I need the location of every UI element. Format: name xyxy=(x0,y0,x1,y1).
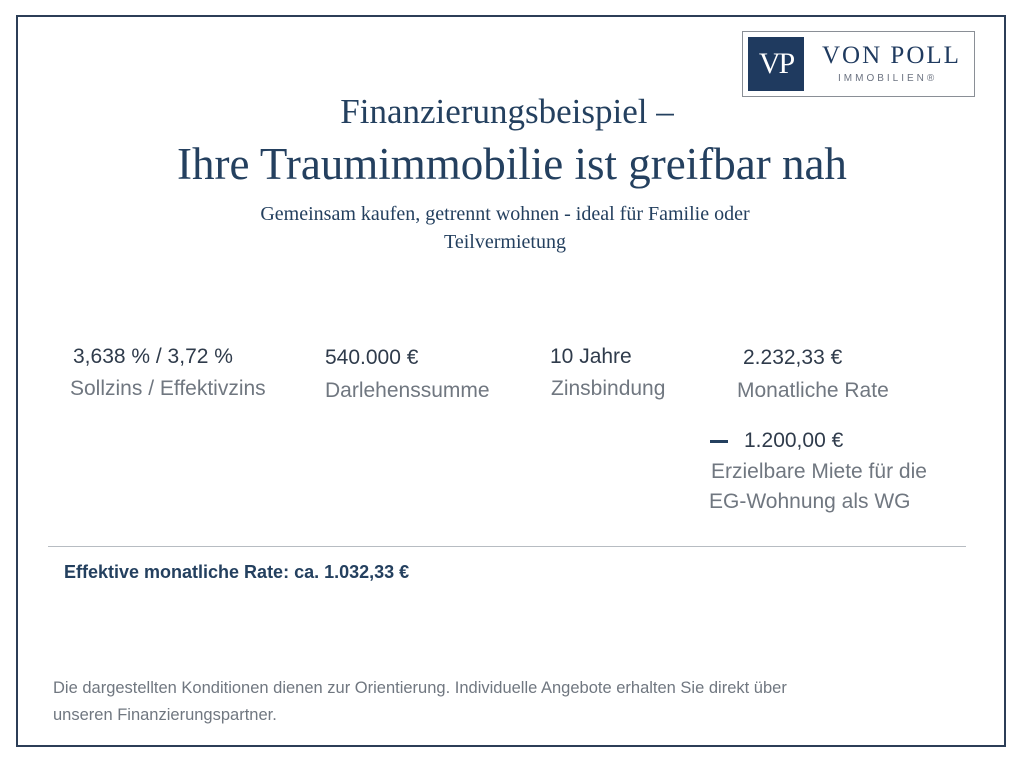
subtitle-line1: Gemeinsam kaufen, getrennt wohnen - ideal für Familie oder xyxy=(260,203,750,225)
effective-rate: Effektive monatliche Rate: ca. 1.032,33 € xyxy=(64,562,410,582)
disclaimer-line2: unseren Finanzierungspartner. xyxy=(53,706,277,724)
rent-label-line1: Erzielbare Miete für die xyxy=(711,460,927,483)
fixed-period-label: Zinsbindung xyxy=(551,377,666,400)
minus-icon xyxy=(710,440,728,443)
disclaimer xyxy=(53,675,913,729)
divider xyxy=(48,546,966,547)
rent-label-line2: EG-Wohnung als WG xyxy=(709,490,911,513)
loan-amount-label: Darlehenssumme xyxy=(325,379,490,402)
brand-logo xyxy=(742,31,975,97)
monthly-rate-label: Monatliche Rate xyxy=(737,379,889,402)
page-title-line2: Ihre Traumimmobilie ist greifbar nah xyxy=(177,139,847,189)
logo-mark: VP xyxy=(748,37,804,91)
loan-amount-value: 540.000 € xyxy=(325,346,419,369)
monthly-rate-value: 2.232,33 € xyxy=(743,346,843,369)
interest-rate-label: Sollzins / Effektivzins xyxy=(70,377,266,400)
interest-rate-value: 3,638 % / 3,72 % xyxy=(73,345,233,368)
page-subtitle xyxy=(180,200,830,256)
page-title-line1: Finanzierungsbeispiel – xyxy=(340,92,674,131)
logo-name: VON POLL xyxy=(822,42,961,69)
subtitle-line2: Teilvermietung xyxy=(444,231,566,253)
logo-subtitle: IMMOBILIEN® xyxy=(838,73,938,84)
fixed-period-value: 10 Jahre xyxy=(550,345,632,368)
rent-value: 1.200,00 € xyxy=(744,429,844,452)
disclaimer-line1: Die dargestellten Konditionen dienen zur Orientierung. Individuelle Angebote erhalten Sie direkt über xyxy=(53,679,787,697)
